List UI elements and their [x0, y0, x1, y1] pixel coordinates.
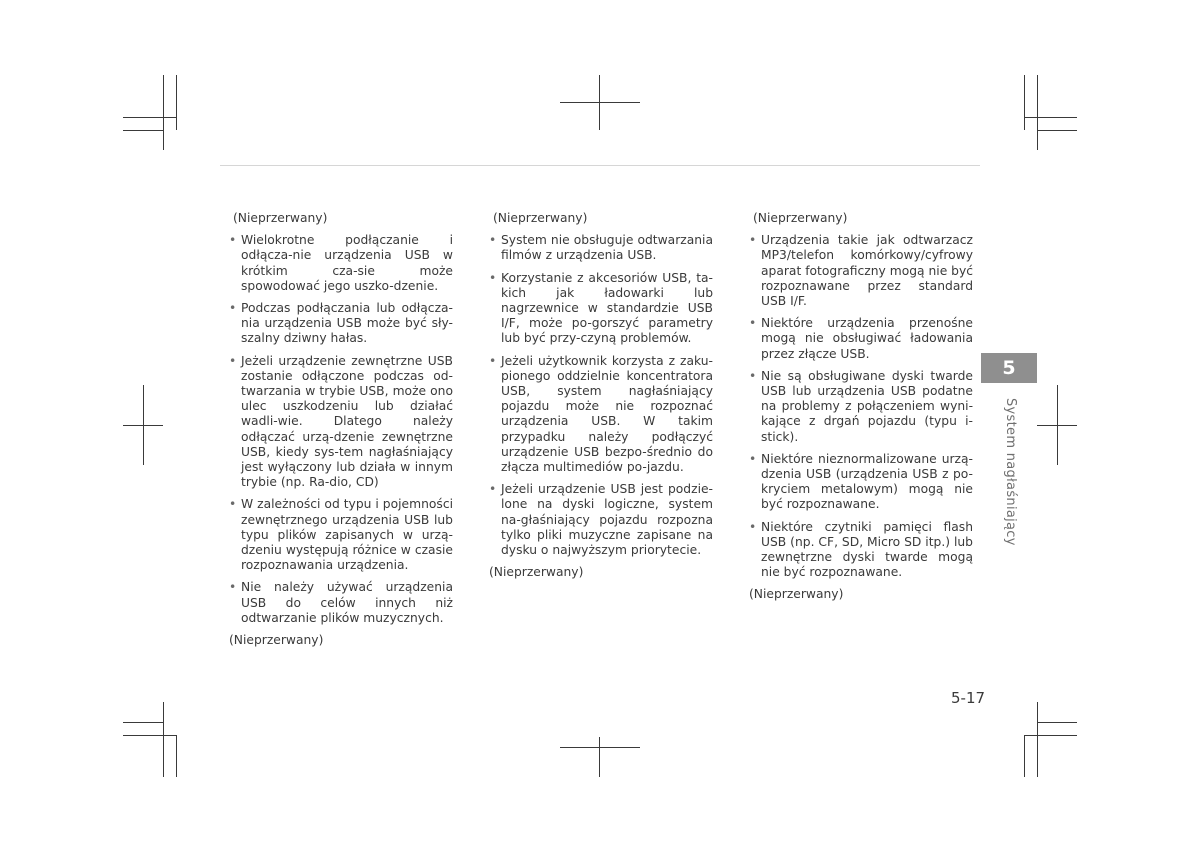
crop-mark [123, 117, 176, 118]
crop-mark [176, 735, 177, 777]
bullet-item: • Jeżeli urządzenie USB jest podzie-lone na dyski logiczne, system na-głaśniający pojazdu rozpozna tylko pliki muzyczne zapisane na dysku o najwyższym priorytecie. [489, 482, 713, 558]
bullet-item: • Niektóre nieznormalizowane urzą-dzenia USB (urządzenia USB z po-kryciem metalowym) mogą nie być rozpoznawane. [749, 452, 973, 513]
bullet-item: • Podczas podłączania lub odłącza-nia urządzenia USB może być sły-szalny dziwny hałas. [229, 301, 453, 347]
crop-mark [123, 722, 163, 723]
crop-mark [1037, 722, 1077, 723]
crop-mark [163, 75, 164, 150]
crop-mark [1037, 130, 1077, 131]
chapter-title: System nagłaśniający [1003, 398, 1018, 546]
crop-mark [123, 735, 176, 736]
crop-mark [560, 102, 640, 103]
crop-mark [176, 75, 177, 130]
crop-mark [163, 702, 164, 777]
crop-mark [1037, 425, 1077, 426]
crop-mark [1024, 117, 1077, 118]
continued-label-top: (Nieprzerwany) [233, 211, 328, 225]
crop-mark [1037, 75, 1038, 150]
text-column-2 [489, 211, 713, 580]
bullet-item: • Niektóre urządzenia przenośne mogą nie obsługiwać ładowania przez złącze USB. [749, 316, 973, 362]
page-number: 5-17 [951, 689, 986, 707]
text-column-3 [749, 211, 973, 603]
continued-label-bottom: (Nieprzerwany) [229, 633, 324, 648]
bullet-list [749, 233, 973, 580]
chapter-number-tab: 5 [981, 353, 1037, 383]
bullet-list [489, 233, 713, 558]
crop-mark [1037, 702, 1038, 777]
header-rule [220, 165, 980, 166]
continued-label-bottom: (Nieprzerwany) [489, 565, 584, 580]
bullet-item: • Nie są obsługiwane dyski twarde USB lub urządzenia USB podatne na problemy z połączeniem wyni-kające z drgań pojazdu (typu i-stick). [749, 369, 973, 445]
bullet-item: • Korzystanie z akcesoriów USB, ta-kich jak ładowarki lub nagrzewnice w standardzie USB I/F, może po-gorszyć parametry lub być przy-czyną problemów. [489, 271, 713, 347]
bullet-item: • System nie obsługuje odtwarzania filmów z urządzenia USB. [489, 233, 713, 263]
crop-mark [560, 747, 640, 748]
bullet-item: • Niektóre czytniki pamięci flash USB (np. CF, SD, Micro SD itp.) lub zewnętrzne dyski twarde mogą nie być rozpoznawane. [749, 520, 973, 581]
crop-mark [1024, 735, 1025, 777]
continued-label-bottom: (Nieprzerwany) [749, 587, 844, 602]
bullet-item: • Wielokrotne podłączanie i odłącza-nie urządzenia USB w krótkim cza-sie może spowodować jego uszko-dzenie. [229, 233, 453, 294]
bullet-item: • Jeżeli użytkownik korzysta z zaku-pionego oddzielnie koncentratora USB, system nagłaśniający pojazdu może nie rozpoznać urządzenia USB. W takim przypadku należy podłączyć urządzenie USB bezpo-średnio do złącza multimediów po-jazdu. [489, 354, 713, 476]
bullet-item: • W zależności od typu i pojemności zewnętrznego urządzenia USB lub typu plików zapisanych w urzą-dzeniu występują różnice w czasie rozpoznawania urządzenia. [229, 497, 453, 573]
crop-mark [123, 130, 163, 131]
crop-mark [1024, 735, 1077, 736]
continued-label-top: (Nieprzerwany) [753, 211, 848, 225]
continued-label-top: (Nieprzerwany) [493, 211, 588, 225]
crop-mark [123, 425, 163, 426]
bullet-item: • Urządzenia takie jak odtwarzacz MP3/telefon komórkowy/cyfrowy aparat fotograficzny mogą nie być rozpoznawane przez standard USB I/F. [749, 233, 973, 309]
bullet-item: • Nie należy używać urządzenia USB do celów innych niż odtwarzanie plików muzycznych. [229, 580, 453, 626]
text-column-1 [229, 211, 453, 648]
bullet-list [229, 233, 453, 626]
crop-mark [599, 737, 600, 777]
bullet-item: • Jeżeli urządzenie zewnętrzne USB zostanie odłączone podczas od-twarzania w trybie USB, może ono ulec uszkodzeniu lub działać wadli-wie. Dlatego należy odłączać urzą-dzenie zewnętrzne USB, kiedy sys-tem nagłaśniający jest wyłączony lub działa w innym trybie (np. Ra-dio, CD) [229, 354, 453, 491]
crop-mark [1024, 75, 1025, 130]
